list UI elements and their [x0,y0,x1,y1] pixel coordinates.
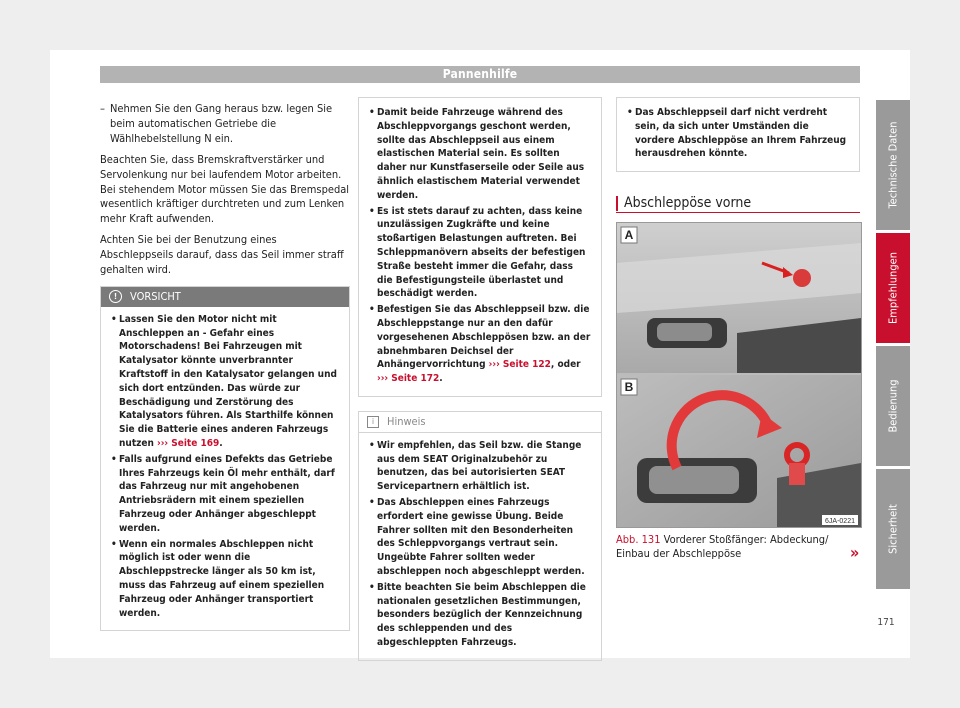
caption-label: Abb. 131 [616,533,661,546]
label-b: B [624,380,634,394]
label-a: A [624,228,634,242]
column-3 [616,97,860,172]
warning-item: • Es ist stets darauf zu achten, dass keine unzulässigen Zugkräfte und keine stoßartigen Belastungen auftreten. Bei Schleppmanövern abseits der befestigen Straße besteht immer die Gefahr, dass die Befestigungsteile überlastet und beschädigt werden. [369,205,591,302]
note-body [359,433,601,660]
caution-item: • Falls aufgrund eines Defekts das Getriebe Ihres Fahrzeugs kein Öl mehr enthält, darf das Fahrzeug nur mit angehobenen Antriebsrädern mit einem speziellen Fahrzeug oder Anhänger abgeschleppt werden. [111,453,339,536]
warning-page-link-2[interactable]: ››› Seite 172 [377,373,440,385]
side-tab-empfehlungen[interactable]: Empfehlungen [876,233,910,343]
warning-page-link-1[interactable]: ››› Seite 122 [488,359,551,371]
note-item: • Bitte beachten Sie beim Abschleppen die nationalen gesetzlichen Bestimmungen, besonders bezüglich der Kennzeichnung des schleppenden und des abgeschleppten Fahrzeugs. [369,581,591,650]
caution-title: VORSICHT [130,289,181,303]
note-item: • Das Abschleppen eines Fahrzeugs erfordert eine gewisse Übung. Beide Fahrer sollten mit den Besonderheiten des Schleppvorgangs vertraut sein. Ungeübte Fahrer sollten weder abschleppen noch abgeschleppt werden. [369,496,591,579]
caution-box [100,286,350,631]
warning-body [359,98,601,396]
figure-code: 6JA-0221 [825,518,855,525]
section-title-underline [616,212,860,213]
fog-light-lens-b [649,466,739,494]
paragraph-rope: Achten Sie bei der Benutzung eines Abschleppseils darauf, dass das Seil immer straff gehalten wird. [100,233,344,277]
caption-text: Vorderer Stoßfänger: Abdeckung/ Einbau der Abschleppöse [616,533,829,560]
figure-caption [616,533,846,561]
caution-page-link[interactable]: ››› Seite 169 [157,437,220,449]
figure-illustration [617,223,861,527]
note-header [359,412,601,433]
note-title: Hinweis [387,414,426,428]
continue-arrow-icon: » [850,543,860,562]
caution-body [101,307,349,631]
warning-body-2 [617,98,859,171]
page-number: 171 [877,617,895,628]
side-tab-technische-daten[interactable]: Technische Daten [876,100,910,230]
caution-item: • Wenn ein normales Abschleppen nicht möglich ist oder wenn die Abschleppstrecke länger als 50 km ist, muss das Fahrzeug auf einem speziellen Fahrzeug oder Anhänger transportiert werden. [111,538,339,621]
tow-eye-shaft [789,463,805,485]
fog-light-lens-a [657,323,712,341]
warning-item: • Damit beide Fahrzeuge während des Abschleppvorgangs geschont werden, sollte das Abschleppseil aus einem elastischen Material sein. Es sollten daher nur Kunstfaserseile oder Seile aus ähnlich elastischem Material verwendet werden. [369,106,591,203]
side-tab-bedienung[interactable]: Bedienung [876,346,910,466]
warning-item: • Das Abschleppseil darf nicht verdreht sein, da sich unter Umständen die vordere Abschleppöse an Ihrem Fahrzeug herausdrehen könnte. [627,106,849,161]
warning-continuation-box [358,97,602,397]
warning-continuation-box-2 [616,97,860,172]
dash-item: – Nehmen Sie den Gang heraus bzw. legen Sie beim automatischen Getriebe die Wählhebelstellung N ein. [100,102,350,147]
figure-tow-hook [616,222,862,528]
side-tab-sicherheit[interactable]: Sicherheit [876,469,910,589]
note-box [358,411,602,661]
section-title: Abschleppöse vorne [624,195,752,211]
column-2 [358,97,602,661]
column-1 [100,102,350,631]
page-header: Pannenhilfe [100,66,860,83]
caution-header [101,287,349,307]
caution-icon: ! [109,290,122,303]
paragraph-brakes: Beachten Sie, dass Bremskraftverstärker und Servolenkung nur bei laufendem Motor arbeiten. Bei stehendem Motor müssen Sie das Bremspedal wesentlich kräftiger durchtreten und zum Lenken mehr Kraft aufwenden. [100,152,350,226]
cover-cap-marker [793,269,811,287]
warning-item: • Befestigen Sie das Abschleppseil bzw. die Abschleppstange nur an den dafür vorgesehenen Abschleppösen bzw. an der abnehmbaren Deichsel der Anhängervorrichtung ››› Seite 122, oder ››› Seite 172. [369,303,591,386]
note-item: • Wir empfehlen, das Seil bzw. die Stange aus dem SEAT Originalzubehör zu benutzen, das bei autorisierten SEAT Servicepartnern erhältlich ist. [369,439,591,494]
caution-item: • Lassen Sie den Motor nicht mit Anschleppen an - Gefahr eines Motorschadens! Bei Fahrzeugen mit Katalysator könnte unverbrannter Kraftstoff in den Katalysator gelangen und sich dort entzünden. Das würde zur Beschädigung und Zerstörung des Katalysators führen. Als Starthilfe können Sie die Batterie eines anderen Fahrzeugs nutzen ››› Seite 169. [111,313,339,451]
info-icon: i [367,416,379,428]
